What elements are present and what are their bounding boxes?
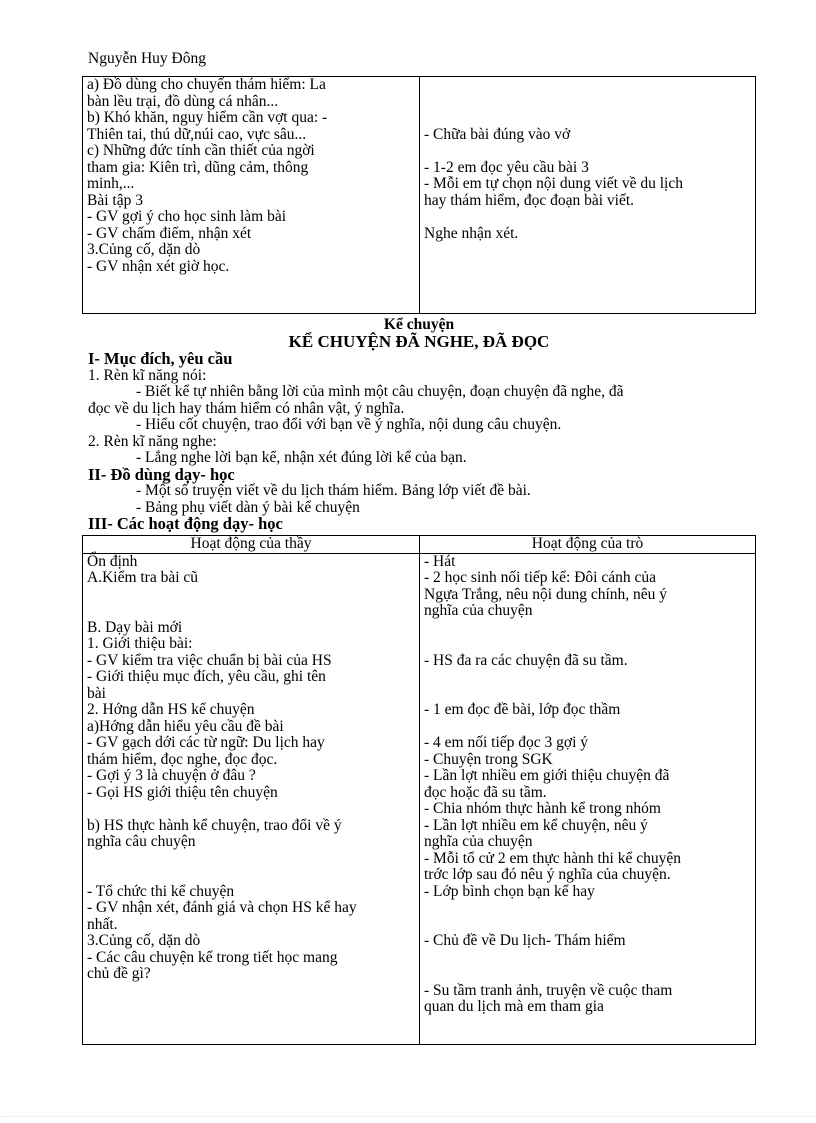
teacher-line: - Gọi HS giới thiệu tên chuyện [87,783,278,801]
student-line: - Lần lợt nhiều em giới thiệu chuyện đã [424,767,670,784]
teacher-line: - GV nhận xét giờ học. [87,257,230,275]
teacher-line: thám hiểm, đọc nghe, đọc đọc. [87,750,278,768]
lesson-title: KỂ CHUYỆN ĐÃ NGHE, ĐÃ ĐỌC [288,332,550,351]
author-name: Nguyễn Huy Đông [88,50,206,67]
teacher-line: b) HS thực hành kể chuyện, trao đổi về ý [87,816,342,834]
lesson-title-block [82,316,756,351]
materials-item: - Một số truyện viết về du lịch thám hiểm. Bảng lớp viết đề bài. [136,482,531,499]
teacher-line [87,851,415,868]
section-heading: I- Mục đích, yêu cầu [88,349,233,368]
section-heading: II- Đồ dùng dạy- học [88,464,235,484]
student-line: - Chữa bài đúng vào vở [424,125,571,143]
student-line [424,620,751,637]
teacher-line: - GV chấm điểm, nhận xét [87,224,252,242]
teacher-line: 3.Củng cố, dặn dò [87,932,201,949]
activity-table-continued [82,76,756,314]
student-line [424,686,751,703]
student-line: - Lớp bình chọn bạn kể hay [424,882,595,900]
student-line [424,966,751,983]
teacher-line: a) Đồ dùng cho chuyến thám hiểm: La [87,76,326,93]
student-line: - 2 học sinh nối tiếp kể: Đôi cánh của [424,569,657,586]
teacher-line: - Gợi ý 3 là chuyện ở đâu ? [87,767,256,784]
teacher-line: - GV kiểm tra việc chuẩn bị bài của HS [87,651,332,669]
teacher-line: - Tổ chức thi kể chuyện [87,882,235,900]
subject-title: Kể chuyện [383,316,455,333]
student-column-header: Hoạt động của trò [420,536,756,554]
teacher-line: Ổn định [87,552,138,570]
teacher-line: Thiên tai, thú dữ,núi cao, vực sâu... [87,125,307,143]
student-line [424,669,751,686]
student-line: - Lần lợt nhiều em kể chuyện, nêu ý [424,816,648,834]
student-line: hay thám hiểm, đọc đoạn bài viết. [424,191,635,209]
teacher-line: bài [87,684,106,702]
student-line: - Chia nhóm thực hành kể trong nhóm [424,800,661,817]
student-line [424,719,751,736]
teacher-line: minh,... [87,175,135,192]
teacher-line: - GV nhận xét, đánh giá và chọn HS kể hay [87,899,357,916]
teacher-column-cell [83,77,420,314]
teacher-line: A.Kiểm tra bài cũ [87,569,199,586]
student-line: nghĩa của chuyện [424,833,533,850]
student-line: - Su tầm tranh ảnh, truyện về cuộc tham [424,981,673,999]
teacher-activities-cell [83,553,420,1044]
teacher-line: 1. Giới thiệu bài: [87,635,193,652]
teacher-line: - Giới thiệu mục đích, yêu cầu, ghi tên [87,668,326,685]
student-line: Ngựa Trắng, nêu nội dung chính, nêu ý [424,585,668,603]
student-line: đọc hoặc đã su tầm. [424,783,547,801]
teacher-line: - GV gạch dới các từ ngữ: Du lịch hay [87,734,325,751]
student-column-cell [420,77,756,314]
teacher-line: nghĩa câu chuyện [87,833,196,850]
teacher-line: nhất. [87,915,118,933]
teacher-line: b) Khó khăn, nguy hiểm cần vợt qua: - [87,109,328,126]
student-line: - Chuyện trong SGK [424,750,553,768]
teacher-line [87,587,415,604]
teacher-line: 3.Củng cố, dặn dò [87,241,201,258]
objective-detail: - Lắng nghe lời bạn kể, nhận xét đúng lời kể của bạn. [136,449,467,466]
materials-item: - Bảng phụ viết dàn ý bài kể chuyện [136,498,360,516]
student-line: nghĩa của chuyện [424,602,533,619]
teacher-line: bàn lều trại, đồ dùng cá nhân... [87,92,279,110]
objective-item: 2. Rèn kĩ năng nghe: [88,432,217,450]
student-line: - Mỗi em tự chọn nội dung viết về du lịch [424,175,683,192]
teacher-line [87,801,415,818]
teacher-line: B. Dạy bài mới [87,618,183,636]
student-activities-cell [420,553,756,1044]
student-line [424,950,751,967]
student-line: quan du lịch mà em tham gia [424,998,604,1015]
objectives-section [88,351,758,533]
teacher-line [87,603,415,620]
student-line [424,917,751,934]
student-line: - Mỗi tổ cử 2 em thực hành thi kể chuyện [424,849,681,867]
activity-table [82,535,756,1045]
teacher-line: c) Những đức tính cần thiết của ngời [87,142,315,159]
student-line: - Chủ đề về Du lịch- Thám hiểm [424,932,626,949]
teacher-line: chủ đề gì? [87,965,151,982]
student-line: - 1 em đọc đề bài, lớp đọc thầm [424,701,621,718]
teacher-line: 2. Hớng dẫn HS kể chuyện [87,701,255,718]
teacher-line: - GV gợi ý cho học sinh làm bài [87,208,287,225]
teacher-line: - Các câu chuyện kể trong tiết học mang [87,948,338,966]
student-line: - 4 em nối tiếp đọc 3 gợi ý [424,734,589,751]
teacher-column-header: Hoạt động của thầy [83,536,420,554]
student-line: Nghe nhận xét. [424,224,519,242]
student-line [424,636,751,653]
teacher-line: Bài tập 3 [87,191,143,209]
student-line [424,900,751,917]
section-heading: III- Các hoạt động dạy- học [88,514,283,533]
objective-detail: - Biết kể tự nhiên bằng lời của mình một câu chuyện, đoạn chuyện đã nghe, đã [136,383,624,400]
student-line: - 1-2 em đọc yêu cầu bài 3 [424,158,589,176]
student-line: - Hát [424,552,456,570]
page-bottom-border [0,1116,816,1118]
teacher-line [87,867,415,884]
objective-item: 1. Rèn kĩ năng nói: [88,366,207,384]
teacher-line: tham gia: Kiên trì, dũng cảm, thông [87,158,309,176]
objective-detail: đọc về du lịch hay thám hiểm có nhân vật, ý nghĩa. [88,399,405,417]
objective-detail: - Hiểu cốt chuyện, trao đổi với bạn về ý nghĩa, nội dung câu chuyện. [136,416,562,433]
student-line: trớc lớp sau đó nêu ý nghĩa của chuyện. [424,866,671,883]
student-line: - HS đa ra các chuyện đã su tầm. [424,651,628,669]
teacher-line: a)Hớng dẫn hiểu yêu cầu đề bài [87,717,284,735]
